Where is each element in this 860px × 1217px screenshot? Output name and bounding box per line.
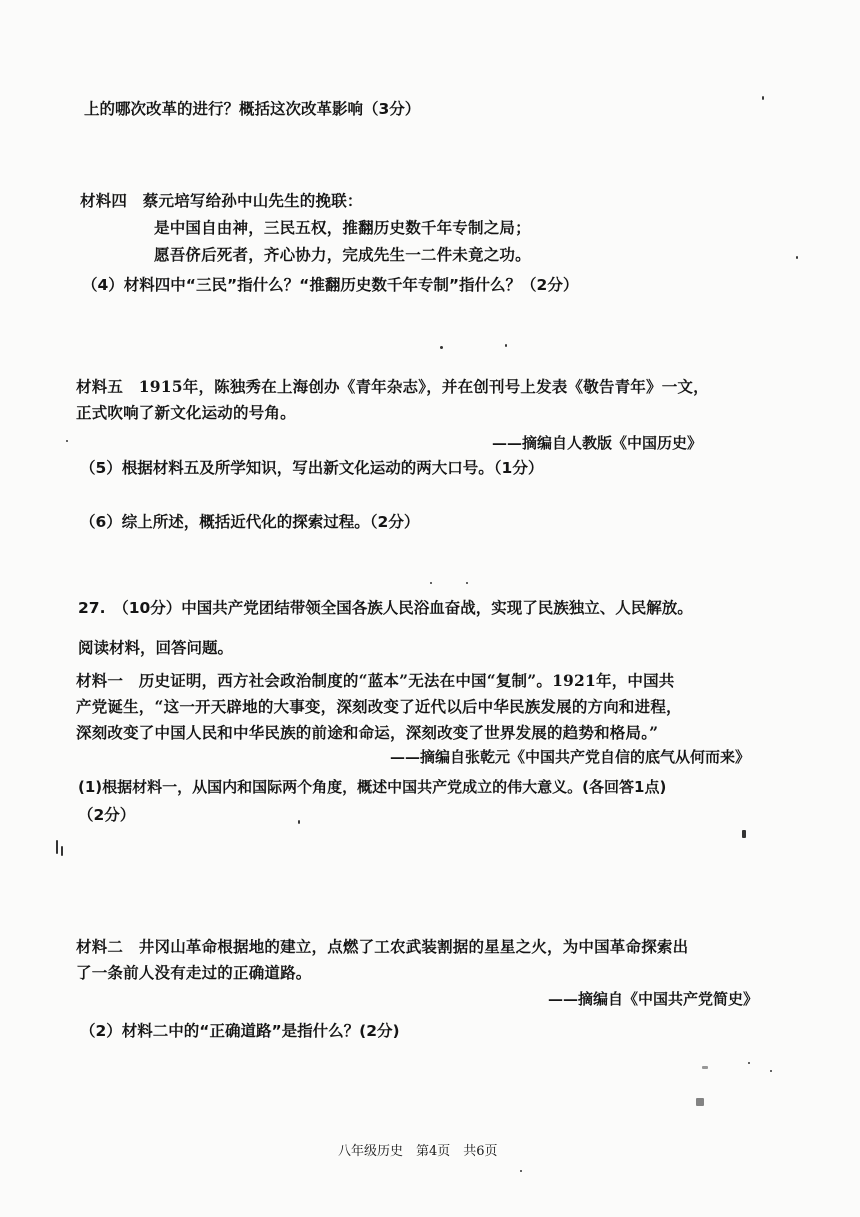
- material-4-couplet-1: 是中国自由神，三民五权，推翻历史数千年专制之局；: [154, 218, 531, 237]
- material-4-couplet-2: 愿吾侪后死者，齐心协力，完成先生一二件未竟之功。: [154, 245, 531, 264]
- scan-speck: [298, 820, 300, 824]
- scan-speck: [742, 830, 746, 838]
- scan-speck: [56, 840, 58, 854]
- page-footer: 八年级历史 第4页 共6页: [338, 1144, 498, 1159]
- material-1-line-2: 产党诞生，“这一开天辟地的大事变，深刻改变了近代以后中华民族发展的方向和进程，: [76, 697, 682, 716]
- material-5-source: ——摘编自人教版《中国历史》: [492, 434, 703, 452]
- material-5-line-2: 正式吹响了新文化运动的号角。: [76, 403, 296, 422]
- question-4: （4）材料四中“三民”指什么？“推翻历史数千年专制”指什么？（2分）: [82, 276, 579, 294]
- question-5: （5）根据材料五及所学知识，写出新文化运动的两大口号。（1分）: [80, 459, 544, 477]
- scan-speck: [748, 1062, 750, 1064]
- scan-speck: [466, 582, 468, 584]
- material-5-line-1: 材料五 1915年，陈独秀在上海创办《青年杂志》，并在创刊号上发表《敬告青年》一文，: [76, 377, 709, 396]
- material-4-title: 材料四 蔡元培写给孙中山先生的挽联：: [80, 191, 363, 210]
- material-1-source: ——摘编自张乾元《中国共产党自信的底气从何而来》: [390, 748, 751, 766]
- question-1: (1)根据材料一，从国内和国际两个角度，概述中国共产党成立的伟大意义。(各回答1点): [78, 778, 667, 796]
- question-3-tail: 上的哪次改革的进行？概括这次改革影响（3分）: [84, 100, 421, 118]
- scan-speck: [66, 440, 68, 442]
- question-2: （2）材料二中的“正确道路”是指什么？(2分): [80, 1022, 400, 1040]
- material-2-line-1: 材料二 井冈山革命根据地的建立，点燃了工农武装割据的星星之火，为中国革命探索出: [76, 937, 689, 956]
- scan-speck: [430, 582, 432, 584]
- scan-speck: [440, 346, 443, 349]
- scan-speck: [520, 1170, 522, 1172]
- scan-speck: [770, 1070, 772, 1072]
- scan-speck: [505, 344, 507, 347]
- question-6: （6）综上所述，概括近代化的探索过程。（2分）: [80, 513, 420, 531]
- question-27-stem: 27. （10分）中国共产党团结带领全国各族人民浴血奋战，实现了民族独立、人民解放。: [78, 599, 693, 617]
- material-1-line-1: 材料一 历史证明，西方社会政治制度的“蓝本”无法在中国“复制”。1921年，中国共: [76, 671, 675, 690]
- scan-speck: [61, 846, 63, 856]
- material-2-source: ——摘编自《中国共产党简史》: [548, 990, 759, 1008]
- question-1-points: （2分）: [78, 806, 136, 824]
- scan-speck: [762, 96, 764, 100]
- question-27-instruction: 阅读材料，回答问题。: [78, 639, 234, 657]
- scan-speck: [702, 1066, 708, 1069]
- scan-speck: [696, 1098, 704, 1106]
- scan-speck: [796, 256, 798, 259]
- material-1-line-3: 深刻改变了中国人民和中华民族的前途和命运，深刻改变了世界发展的趋势和格局。”: [76, 723, 659, 742]
- material-2-line-2: 了一条前人没有走过的正确道路。: [76, 963, 312, 982]
